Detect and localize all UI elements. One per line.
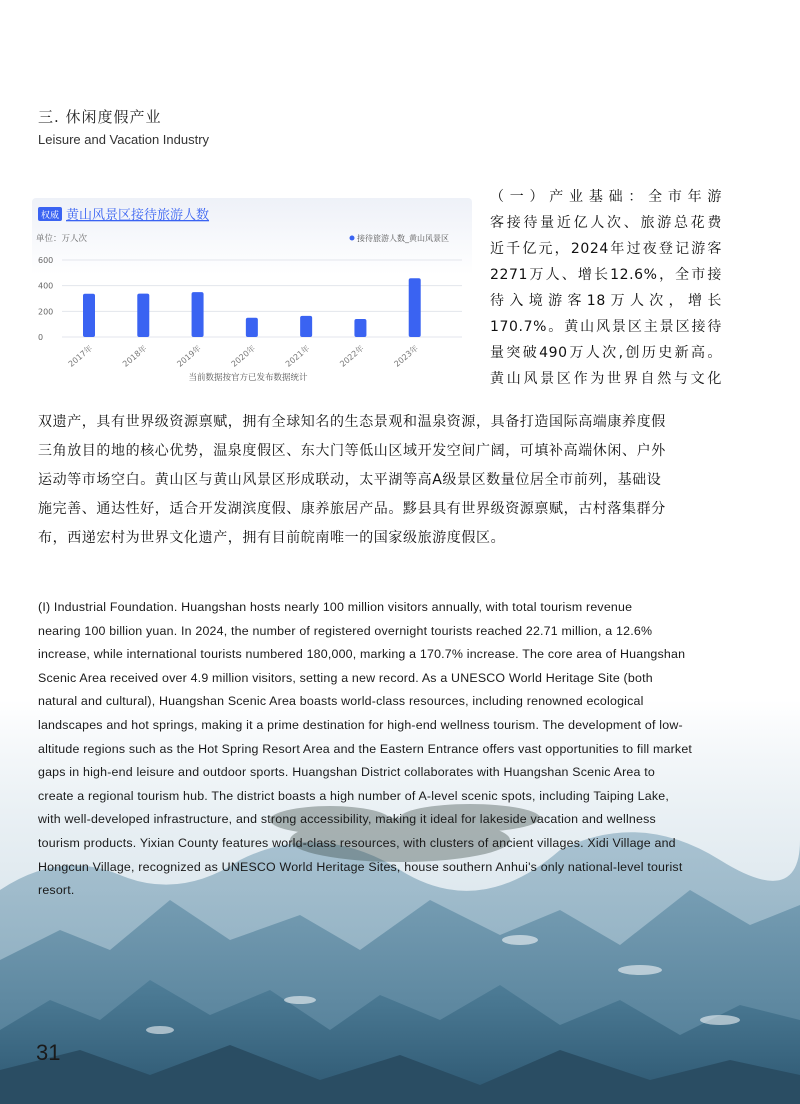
zh-full-line: 施完善、通达性好，适合开发湖滨度假、康养旅居产品。黟县具有世界级资源禀赋，古村落集群分 <box>38 501 666 517</box>
chart-bar-2023年 <box>409 278 421 337</box>
chart-legend: 接待旅游人数_黄山风景区 <box>357 234 449 243</box>
bar-chart <box>32 198 472 390</box>
chart-bar-2019年 <box>192 292 204 337</box>
chart-y-tick-label: 600 <box>38 256 54 265</box>
en-line: landscapes and hot springs, making it a prime destination for high-end wellness tourism. The development of low- <box>38 717 683 732</box>
zh-right-line: （一）产业基础：全市年游 <box>490 189 722 205</box>
en-line: create a regional tourism hub. The district boasts a high number of A-level scenic spots, including Taiping Lake, <box>38 788 669 803</box>
chart-bar-2017年 <box>83 294 95 337</box>
chart-x-tick-label: 2020年 <box>229 343 258 369</box>
chart-x-tick-label: 2023年 <box>392 343 420 369</box>
en-line: altitude regions such as the Hot Spring Resort Area and the Eastern Entrance offers vast opportunities to fill market <box>38 741 693 756</box>
en-line: nearing 100 billion yuan. In 2024, the number of registered overnight tourists reached 22.71 million, a 12.6% <box>38 623 653 638</box>
en-line: gaps in high-end leisure and outdoor sports. Huangshan District collaborates with Huangshan Scenic Area to <box>38 765 655 780</box>
chart-y-tick-label: 0 <box>38 333 44 342</box>
zh-right-line: 170.7%。黄山风景区主景区接待 <box>490 319 722 335</box>
zh-right-line: 量突破490万人次,创历史新高。 <box>490 345 722 361</box>
en-line: with well-developed infrastructure, and strong accessibility, making it ideal for lakeside vacation and wellness <box>38 812 656 827</box>
zh-full-line: 双遗产，具有世界级资源禀赋，拥有全球知名的生态景观和温泉资源，具备打造国际高端康养度假 <box>38 414 666 430</box>
chart-y-tick-label: 400 <box>38 281 54 291</box>
zh-full-line: 三角放目的地的核心优势，温泉度假区、东大门等低山区域开发空间广阔，可填补高端休闲、户外 <box>38 443 666 459</box>
en-line: Scenic Area received over 4.9 million visitors, setting a new record. As a UNESCO World Heritage Site (both <box>38 670 653 685</box>
chart-y-tick-label: 200 <box>38 307 54 317</box>
zh-full-line: 布，西递宏村为世界文化遗产，拥有目前皖南唯一的国家级旅游度假区。 <box>38 530 506 546</box>
chart-badge: 权威 <box>40 211 60 221</box>
section-subtitle: Leisure and Vacation Industry <box>38 132 210 147</box>
page-number: 31 <box>36 1040 61 1065</box>
chart-bar-2021年 <box>300 316 312 337</box>
body-zh-full-width <box>38 408 724 553</box>
body-en-paragraph <box>38 596 718 903</box>
chart-bar-2022年 <box>354 319 366 337</box>
chart-footnote: 当前数据按官方已发布数据统计 <box>188 373 308 383</box>
body-zh-right-column <box>490 184 722 392</box>
chart-x-tick-label: 2021年 <box>283 343 312 369</box>
chart-x-tick-label: 2022年 <box>338 343 366 369</box>
en-line: resort. <box>38 883 75 898</box>
chart-canvas <box>32 198 472 390</box>
section-title: 三. 休闲度假产业 <box>38 108 162 126</box>
zh-right-line: 待入境游客18万人次，增长 <box>490 293 722 309</box>
en-line: natural and cultural), Huangshan Scenic Area boasts world-class resources, including renowned ecological <box>38 694 644 709</box>
en-line: increase, while international tourists numbered 180,000, marking a 170.7% increase. The core area of Huangshan <box>38 647 686 662</box>
chart-x-tick-label: 2017年 <box>66 343 95 369</box>
zh-right-line: 近千亿元，2024年过夜登记游客 <box>490 241 722 257</box>
zh-full-line: 运动等市场空白。黄山区与黄山风景区形成联动，太平湖等高A级景区数量位居全市前列，基础设 <box>38 472 662 488</box>
chart-bar-2018年 <box>137 294 149 337</box>
chart-x-tick-label: 2018年 <box>121 343 149 369</box>
chart-legend-dot <box>350 236 355 241</box>
chart-x-tick-label: 2019年 <box>175 343 203 369</box>
chart-unit-label: 单位：万人次 <box>36 234 88 244</box>
chart-title: 黄山风景区接待旅游人数 <box>66 208 210 223</box>
en-line: (I) Industrial Foundation. Huangshan hosts nearly 100 million visitors annually, with total tourism revenue <box>38 600 633 614</box>
chart-bar-2020年 <box>246 318 258 337</box>
zh-right-line: 黄山风景区作为世界自然与文化 <box>490 371 722 387</box>
zh-right-line: 2271万人、增长12.6%，全市接 <box>490 267 722 283</box>
en-line: Hongcun Village, recognized as UNESCO World Heritage Sites, house southern Anhui's only national-level tourist <box>38 859 683 874</box>
en-line: tourism products. Yixian County features world-class resources, with clusters of ancient villages. Xidi Village and <box>38 835 676 850</box>
zh-right-line: 客接待量近亿人次、旅游总花费 <box>490 215 722 231</box>
